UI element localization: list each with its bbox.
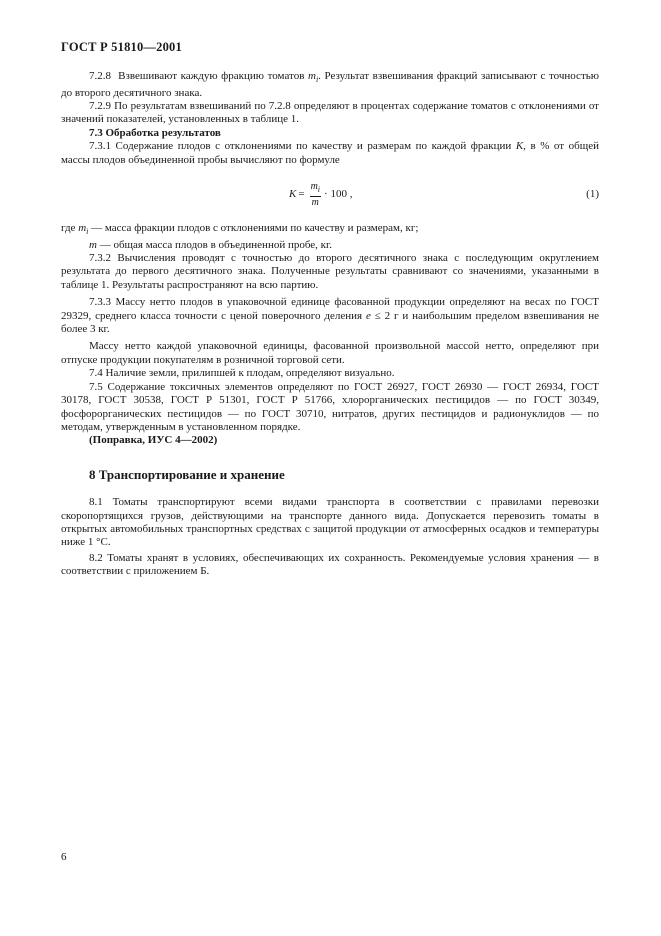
formula-fraction (310, 181, 321, 209)
clause-text: 7.3.1 Содержание плодов с отклонениями по качеству и размерам по каждой фракции (89, 140, 516, 153)
page-number: 6 (61, 851, 67, 863)
paragraph-7-3-3-net-mass: Массу нетто каждой упаковочной единицы, фасованной произвольной массой нетто, определяют при отпуске продукции покупателям в розничной торговой сети. (61, 340, 599, 366)
fraction-numerator (310, 181, 321, 197)
paragraph-7-2-9: 7.2.9 По результатам взвешиваний по 7.2.8 определяют в процентах содержание томатов с отклонениями от значений показателей, установленных в таблице 1. (61, 100, 599, 126)
definition-text: — масса фракции плодов с отклонениями по качеству и размерам, кг; (88, 222, 419, 235)
paragraph-7-3-1 (61, 140, 599, 167)
formula-equals: = (298, 188, 305, 201)
formula-lhs: K (289, 188, 297, 201)
clause-text-tail: ≤ 2 г и наибольшим пределом взвешивания не более 3 кг. (61, 309, 600, 336)
formula-multiplier: · 100 , (324, 188, 353, 201)
paragraph-7-4: 7.4 Наличие земли, прилипшей к плодам, определяют визуально. (89, 367, 395, 380)
formula-expression (289, 181, 352, 209)
definition-text: — общая масса плодов в объединенной пробе, кг. (96, 238, 333, 251)
fraction-denominator: m (311, 197, 319, 209)
paragraph-7-3-3 (61, 296, 599, 336)
clause-text-tail: , в % от общей массы плодов объединенной пробы вычисляют по формуле (61, 140, 599, 166)
formula-1 (61, 178, 599, 210)
section-8-title: 8 Транспортирование и хранение (89, 466, 285, 482)
clause-text: 7.3.3 Массу нетто плодов в упаковочной единице фасованной продукции определяют на весах по ГОСТ 29329, среднего класса точности с ценой поверочного деления (61, 296, 599, 322)
clause-text-tail: . Результат взвешивания фракций записывают с точностью до второго десятичного знака. (61, 70, 599, 99)
paragraph-8-1: 8.1 Томаты транспортируют всеми видами транспорта в соответствии с правилами перевозки скоропортящихся грузов, действующими на транспорте данного вида. Допускается перевозить томаты в открытых автомобильных транспортных средствах с защитой продукции от атмосферных осадков и температуры ниже 1 °С. (61, 496, 599, 549)
paragraph-7-2-8 (61, 70, 599, 100)
clause-text: Взвешивают каждую фракцию томатов (118, 70, 308, 82)
document-header: ГОСТ Р 51810—2001 (61, 40, 182, 54)
variable-m: m (89, 238, 97, 251)
where-prefix: где (61, 222, 79, 235)
clause-number: 7.2.8 (89, 70, 111, 82)
page-content (61, 70, 599, 579)
variable-e: e (365, 309, 371, 322)
variable-subscript: i (315, 75, 319, 85)
variable-m: m (78, 222, 87, 235)
variable-m: m (307, 70, 316, 82)
numerator-var: m (310, 181, 318, 193)
paragraph-8-2: 8.2 Томаты хранят в условиях, обеспечивающих их сохранность. Рекомендуемые условия хранения — в соответствии с приложением Б. (61, 551, 599, 578)
paragraph-7-5: 7.5 Содержание токсичных элементов определяют по ГОСТ 26927, ГОСТ 26930 — ГОСТ 26934, ГОСТ 30178, ГОСТ 30538, ГОСТ Р 51301, ГОСТ Р 51766, хлорорганических пестицидов — по ГОСТ 30349, фосфорорганических пестицидов — по ГОСТ 30710, нитратов, других пестицидов и радионуклидов — по методам, утвержденным в установленном порядке. (61, 380, 599, 433)
formula-number: (1) (586, 188, 599, 201)
variable-subscript: i (86, 227, 89, 237)
paragraph-7-3-2: 7.3.2 Вычисления проводят с точностью до второго десятичного знака с последующим округлением результата до первого десятичного знака. Полученные результаты сравнивают со значениями, указанными в таблице 1. Результаты распространяют на всю партию. (61, 252, 599, 291)
variable-k: K (515, 140, 524, 153)
numerator-subscript: i (317, 185, 321, 195)
where-definition-m (61, 239, 599, 252)
where-definition-mi (61, 222, 599, 239)
amendment-note: (Поправка, ИУС 4—2002) (89, 434, 218, 447)
subsection-title-7-3: 7.3 Обработка результатов (89, 126, 221, 139)
